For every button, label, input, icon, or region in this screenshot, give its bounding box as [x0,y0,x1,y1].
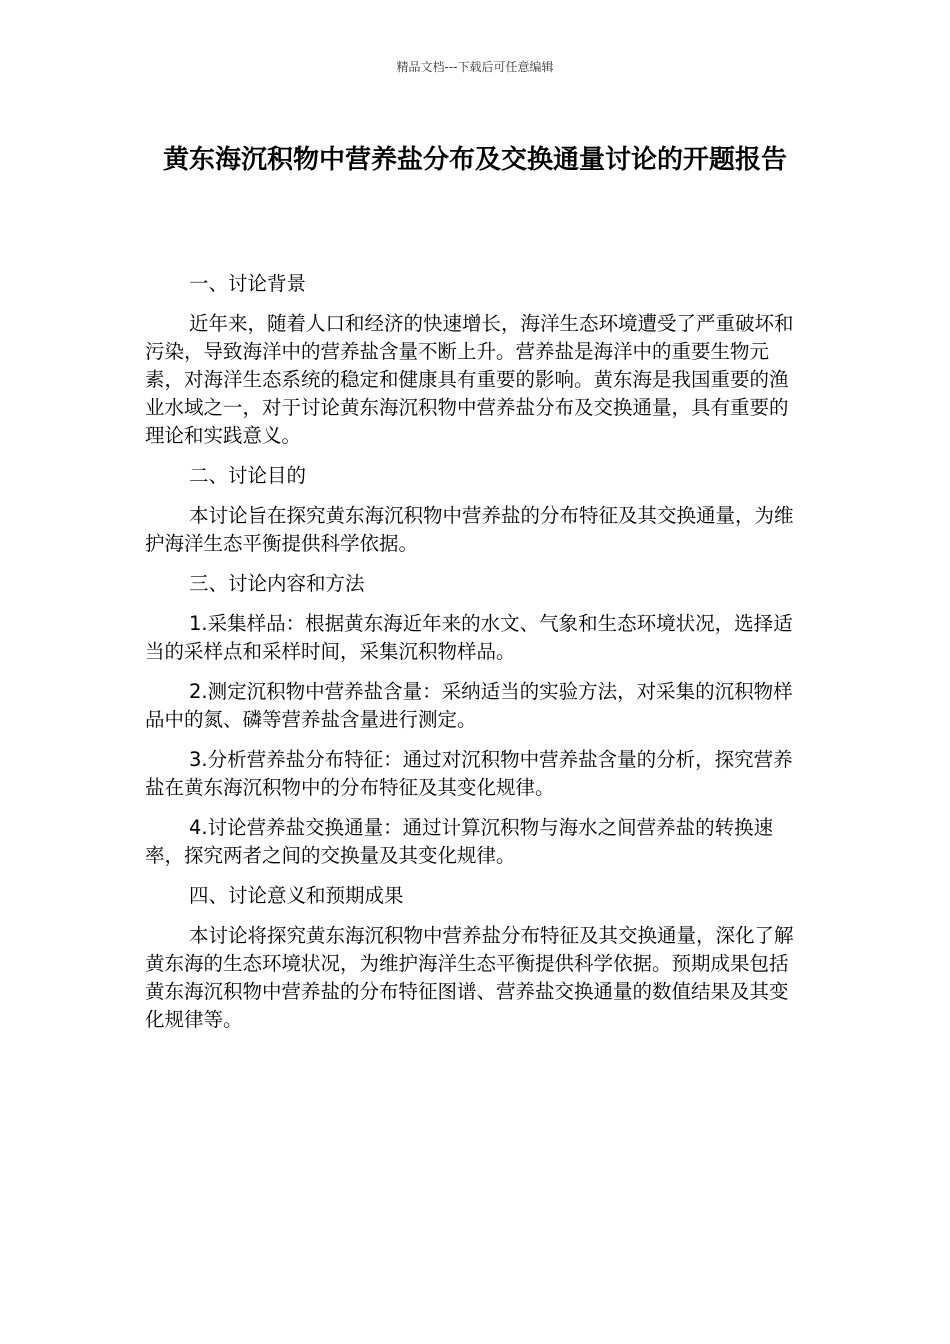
document-title: 黄东海沉积物中营养盐分布及交换通量讨论的开题报告 [162,145,787,175]
paragraph-background: 近年来，随着人口和经济的快速增长，海洋生态环境遭受了严重破坏和污染，导致海洋中的营养盐含量不断上升。营养盐是海洋中的重要生物元素，对海洋生态系统的稳定和健康具有重要的影响。黄东海是我国重要的渔业水域之一，对于讨论黄东海沉积物中营养盐分布及交换通量，具有重要的理论和实践意义。 [145,312,794,447]
list-item-measurement: 2.测定沉积物中营养盐含量：采纳适当的实验方法，对采集的沉积物样品中的氮、磷等营养盐含量进行测定。 [145,680,793,731]
section-heading-content-methods: 三、讨论内容和方法 [189,572,365,595]
paragraph-purpose: 本讨论旨在探究黄东海沉积物中营养盐的分布特征及其交换通量，为维护海洋生态平衡提供科学依据。 [145,504,794,555]
section-heading-background: 一、讨论背景 [189,272,307,295]
paragraph-significance: 本讨论将探究黄东海沉积物中营养盐分布特征及其交换通量，深化了解黄东海的生态环境状况，为维护海洋生态平衡提供科学依据。预期成果包括黄东海沉积物中营养盐的分布特征图谱、营养盐交换通量的数值结果及其变化规律等。 [145,924,794,1031]
section-heading-purpose: 二、讨论目的 [189,464,307,487]
list-item-exchange-flux: 4.讨论营养盐交换通量：通过计算沉积物与海水之间营养盐的转换速率，探究两者之间的交换量及其变化规律。 [145,816,774,867]
list-item-sampling: 1.采集样品：根据黄东海近年来的水文、气象和生态环境状况，选择适当的采样点和采样时间，采集沉积物样品。 [145,612,793,663]
section-heading-significance: 四、讨论意义和预期成果 [189,884,404,907]
header-note: 精品文档---下载后可任意编辑 [396,60,554,74]
document-body [145,270,795,1034]
list-item-distribution-analysis: 3.分析营养盐分布特征：通过对沉积物中营养盐含量的分析，探究营养盐在黄东海沉积物中的分布特征及其变化规律。 [145,748,793,799]
